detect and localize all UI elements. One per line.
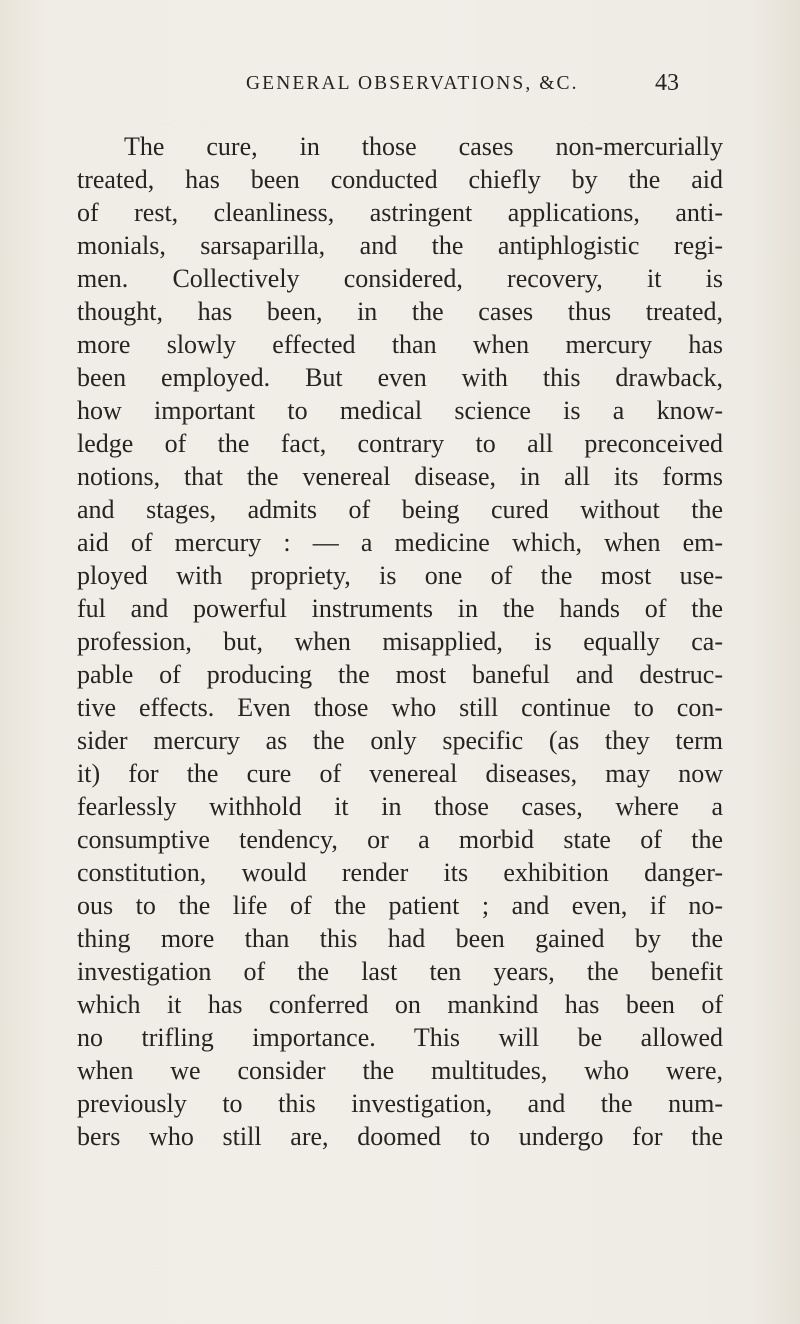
text-line: it) for the cure of venereal diseases, may now [77, 759, 723, 788]
text-line: ful and powerful instruments in the hands of the [77, 594, 723, 623]
text-line: thing more than this had been gained by the [77, 924, 723, 953]
text-line: notions, that the venereal disease, in all its forms [77, 462, 723, 491]
text-line: aid of mercury : — a medicine which, when em- [77, 528, 723, 557]
text-line: no trifling importance. This will be allowed [77, 1023, 723, 1052]
text-line: bers who still are, doomed to undergo for the [77, 1122, 723, 1151]
running-title: GENERAL OBSERVATIONS, &C. [246, 73, 579, 94]
text-line: treated, has been conducted chiefly by the aid [77, 165, 723, 194]
text-line: been employed. But even with this drawback, [77, 363, 723, 392]
text-line: men. Collectively considered, recovery, it is [77, 264, 723, 293]
text-line: investigation of the last ten years, the benefit [77, 957, 723, 986]
text-line: tive effects. Even those who still continue to con- [77, 693, 723, 722]
text-line: sider mercury as the only specific (as they term [77, 726, 723, 755]
text-line: previously to this investigation, and the num- [77, 1089, 723, 1118]
text-line: which it has conferred on mankind has been of [77, 990, 723, 1019]
text-line: and stages, admits of being cured without the [77, 495, 723, 524]
text-line: how important to medical science is a know- [77, 396, 723, 425]
running-head [0, 70, 800, 114]
text-line: consumptive tendency, or a morbid state of the [77, 825, 723, 854]
text-line: of rest, cleanliness, astringent applications, anti- [77, 198, 723, 227]
text-line: fearlessly withhold it in those cases, where a [77, 792, 723, 821]
text-line: constitution, would render its exhibition danger- [77, 858, 723, 887]
page-number: 43 [655, 70, 679, 96]
text-line: ployed with propriety, is one of the most use- [77, 561, 723, 590]
text-line: more slowly effected than when mercury has [77, 330, 723, 359]
text-line: ledge of the fact, contrary to all preconceived [77, 429, 723, 458]
text-line: profession, but, when misapplied, is equally ca- [77, 627, 723, 656]
text-line: pable of producing the most baneful and destruc- [77, 660, 723, 689]
text-line: when we consider the multitudes, who were, [77, 1056, 723, 1085]
text-line: ous to the life of the patient ; and even, if no- [77, 891, 723, 920]
text-line: The cure, in those cases non-mercurially [124, 132, 723, 161]
text-line: monials, sarsaparilla, and the antiphlogistic regi- [77, 231, 723, 260]
text-line: thought, has been, in the cases thus treated, [77, 297, 723, 326]
